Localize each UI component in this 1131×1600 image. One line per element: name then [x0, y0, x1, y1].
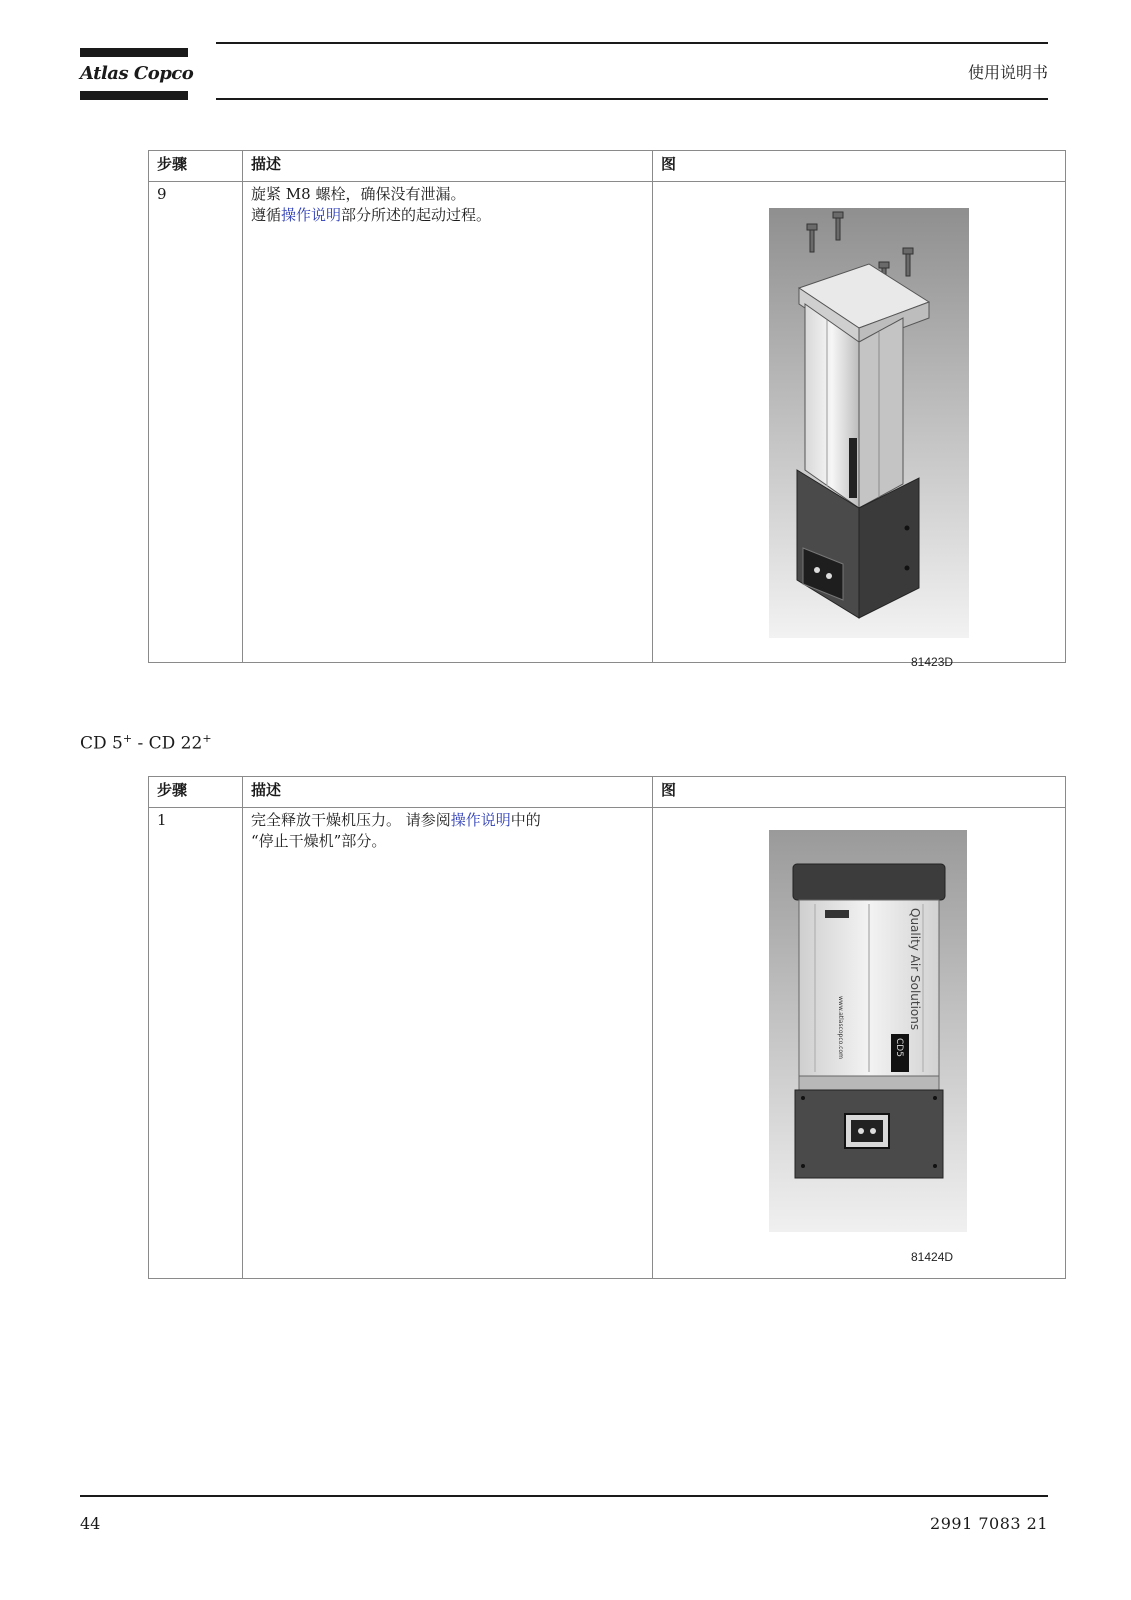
column-header-step: 步骤 — [149, 151, 243, 182]
page-number: 44 — [80, 1514, 101, 1533]
steps-table-1 — [148, 150, 1066, 669]
logo-bar-bottom — [80, 91, 188, 100]
step-number: 9 — [149, 182, 243, 663]
description-line: 旋紧 M8 螺栓，确保没有泄漏。 — [251, 185, 466, 203]
description-text: 遵循 — [251, 206, 282, 224]
figure-caption: 81424D — [911, 1250, 954, 1264]
section-title — [80, 732, 212, 754]
step-description — [243, 182, 653, 663]
document-number: 2991 7083 21 — [930, 1514, 1048, 1533]
figure-container — [661, 184, 1057, 669]
column-header-step: 步骤 — [149, 777, 243, 808]
description-text: 完全释放干燥机压力。 请参阅 — [251, 811, 451, 829]
logo-bar-top — [80, 48, 188, 57]
url-vertical-text: www.atlascopco.com — [837, 996, 844, 1059]
step-description — [243, 808, 653, 1279]
section-title-superscript: + — [202, 732, 212, 745]
header-rule-bottom — [216, 98, 1048, 100]
step-number: 1 — [149, 808, 243, 1279]
column-header-description: 描述 — [243, 777, 653, 808]
document-type: 使用说明书 — [967, 63, 1048, 82]
model-vertical-text: CD5 — [894, 1038, 904, 1057]
operating-instructions-link[interactable]: 操作说明 — [450, 811, 511, 829]
header-rule-top — [216, 42, 1048, 44]
dryer-mounting-bolts-illustration — [769, 208, 969, 638]
atlas-copco-logo — [80, 48, 194, 100]
figure-cell — [653, 182, 1066, 669]
table-row — [149, 808, 1066, 1279]
column-header-figure: 图 — [653, 151, 1066, 182]
table-header-row — [149, 777, 1066, 808]
description-line: “停止干燥机”部分。 — [251, 832, 387, 850]
dryer-front-illustration — [769, 830, 967, 1232]
steps-table-2 — [148, 776, 1066, 1279]
section-title-superscript: + — [122, 732, 133, 745]
operating-instructions-link[interactable]: 操作说明 — [281, 206, 342, 224]
table-row — [149, 182, 1066, 663]
figure-container — [661, 810, 1057, 1272]
column-header-figure: 图 — [653, 777, 1066, 808]
description-text: 部分所述的起动过程。 — [341, 206, 492, 224]
footer-rule — [80, 1495, 1048, 1497]
section-title-text: - CD 22 — [132, 733, 203, 754]
table-header-row — [149, 151, 1066, 182]
logo-wordmark: Atlas Copco — [80, 63, 194, 84]
description-line — [251, 810, 644, 831]
section-title-text: CD 5 — [80, 733, 123, 754]
figure-caption: 81423D — [911, 655, 954, 669]
figure-cell — [653, 808, 1066, 1279]
brand-vertical-text: Quality Air Solutions — [908, 908, 922, 1031]
column-header-description: 描述 — [243, 151, 653, 182]
description-line — [251, 205, 644, 226]
description-text: 中的 — [510, 811, 541, 829]
